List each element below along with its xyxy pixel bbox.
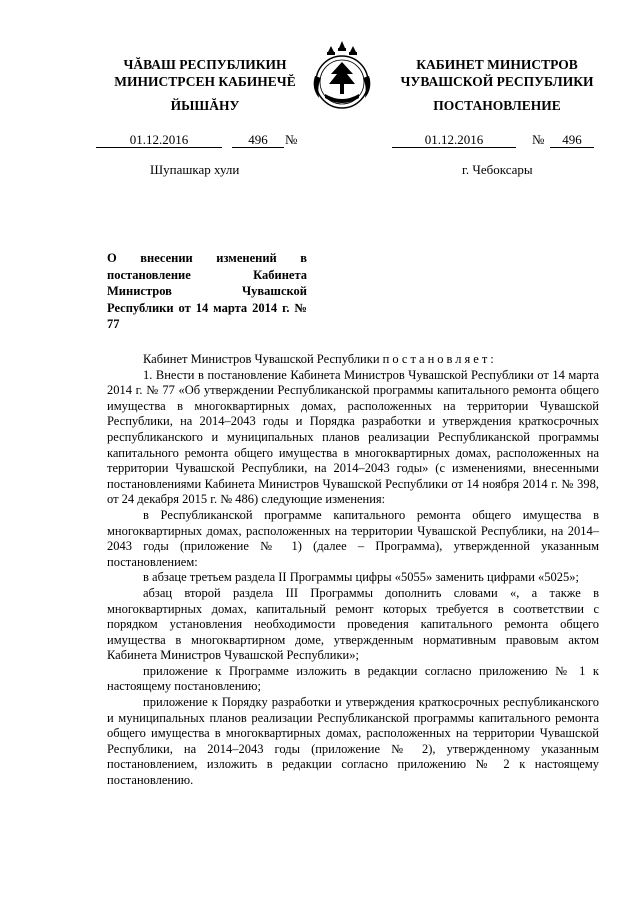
- right-organization-name: [382, 56, 612, 90]
- right-date: 01.12.2016: [392, 132, 516, 148]
- preamble: [107, 352, 599, 368]
- left-organization-name: [90, 56, 320, 90]
- right-doc-type: ПОСТАНОВЛЕНИЕ: [433, 98, 561, 113]
- right-place: г. Чебоксары: [462, 162, 533, 177]
- left-org-line-1: ЧĂВАШ РЕСПУБЛИКИН: [123, 57, 287, 72]
- body-paragraph: 1. Внести в постановление Кабинета Министров Чувашской Республики от 14 марта 2014 г. № 77 «Об утверждении Республиканской программы капитального ремонта общего имущества в многоквартирных домах, расположенных на территории Чувашской Республики, на 2014–2043 годы и Порядка разработки и утверждения краткосрочных республиканского и муниципальных планов реализации Республиканской программы капитального ремонта общего имущества в многоквартирных домах, расположенных на территории Чувашской Республики, на 2014–2043 годы» (с изменениями, внесенными постановлениями Кабинета Министров Чувашской Республики от 14 ноября 2014 г. № 398, от 24 декабря 2015 г. № 486) следующие изменения:: [107, 367, 599, 507]
- body-paragraph: приложение к Порядку разработки и утверждения краткосрочных республиканского и муниципальных планов реализации Республиканской программы капитального ремонта общего имущества в многоквартирных домах, расположенных на территории Чувашской Республики, на 2014–2043 годы (приложение № 2), утвержденному указанным постановлением, изложить в редакции согласно приложению № 2 к настоящему постановлению.: [107, 695, 599, 788]
- right-number-sign: №: [532, 132, 545, 147]
- body-paragraph: абзац второй раздела III Программы дополнить словами «, а также в многоквартирных домах, капитальный ремонт которых требуется в соответствии с порядком установления необходимости проведения капитального ремонта общего имущества в многоквартирном доме, утвержденным нормативным правовым актом Кабинета Министров Чувашской Республики»;: [107, 585, 599, 663]
- right-number: 496: [550, 132, 594, 148]
- preamble-org: Кабинет Министров Чувашской Республики: [143, 352, 380, 366]
- left-org-line-2: МИНИСТРСЕН КАБИНЕЧĔ: [114, 74, 296, 89]
- document-subject: О внесении изменений в постановление Кабинета Министров Чувашской Республики от 14 марта 2014 г. № 77: [107, 251, 307, 331]
- body-paragraph: в Республиканской программе капитального ремонта общего имущества в многоквартирных домах, расположенных на территории Чувашской Республики, на 2014–2043 годы (приложение № 1) (далее – Программа), утвержденной указанным постановлением:: [107, 507, 599, 569]
- right-org-line-1: КАБИНЕТ МИНИСТРОВ: [416, 57, 578, 72]
- right-org-line-2: ЧУВАШСКОЙ РЕСПУБЛИКИ: [400, 74, 594, 89]
- left-date: 01.12.2016: [96, 132, 222, 148]
- left-doc-type: ЙЫШĂНУ: [170, 98, 240, 113]
- left-number-sign: №: [285, 132, 298, 147]
- body-paragraph: в абзаце третьем раздела II Программы цифры «5055» заменить цифрами «5025»;: [143, 570, 579, 585]
- body-paragraph: приложение к Программе изложить в редакции согласно приложению № 1 к настоящему постановлению;: [107, 663, 599, 694]
- left-number: 496: [232, 132, 284, 148]
- preamble-verb: постановляет:: [382, 352, 497, 366]
- document-body: [107, 352, 599, 789]
- chuvash-emblem-icon: [303, 38, 381, 116]
- left-place: Шупашкар хули: [150, 162, 240, 177]
